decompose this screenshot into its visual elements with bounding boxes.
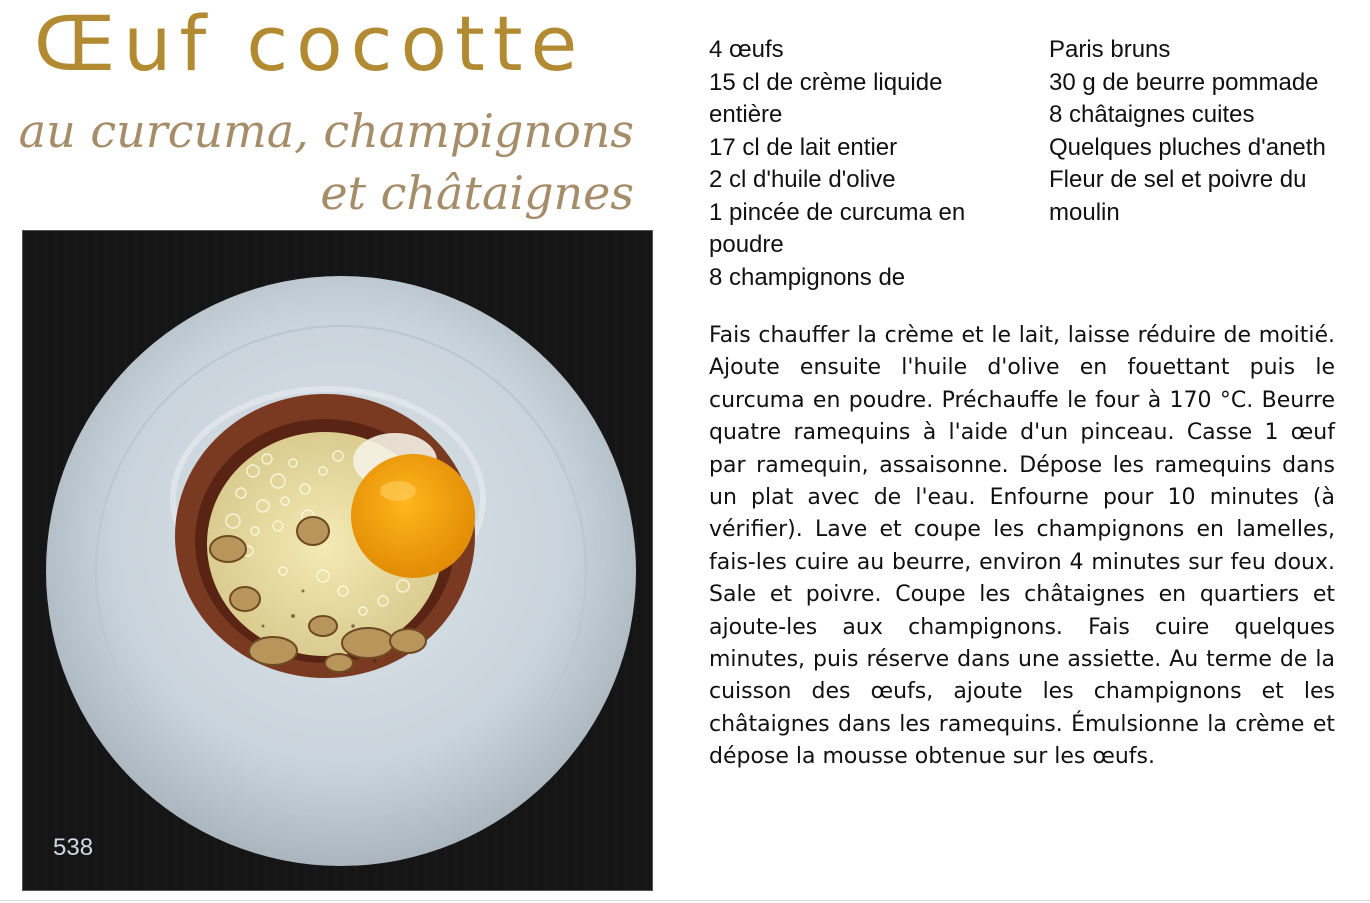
dish-photo (22, 230, 653, 891)
ingredient-item: 17 cl de lait entier (709, 133, 898, 161)
ingredient-item: 8 champignons de (709, 263, 906, 291)
ingredients-column-1 (709, 34, 999, 294)
ingredient-item: 15 cl de crème liquide entière (709, 68, 943, 128)
recipe-subtitle (19, 100, 634, 224)
recipe-title: Œuf cocotte (34, 0, 586, 88)
ingredient-item: 4 œufs (709, 36, 784, 63)
oeuf-cocotte-illustration (23, 231, 652, 890)
ingredient-item: Quelques pluches d'aneth (1049, 133, 1326, 161)
ingredient-item: 8 châtaignes cuites (1049, 101, 1255, 128)
subtitle-line-1: au curcuma, champignons (18, 104, 634, 158)
subtitle-line-2: et châtaignes (320, 166, 634, 220)
ingredient-item: Fleur de sel et poivre du moulin (1049, 166, 1307, 226)
egg-yolk (351, 454, 475, 578)
ingredient-item: 2 cl d'huile d'olive (709, 166, 896, 193)
recipe-instructions: Fais chauffer la crème et le lait, laisse réduire de moitié. Ajoute ensuite l'huile d'olive en fouettant puis le curcuma en poudre. Préchauffe le four à 170 °C. Beurre quatre ramequins à l'aide d'un pinceau. Casse 1 œuf par ramequin, assaisonne. Dépose les ramequins dans un plat avec de l'eau. Enfourne pour 10 minutes (à vérifier). Lave et coupe les champignons en lamelles, fais-les cuire au beurre, environ 4 minutes sur feu doux. Sale et poivre. Coupe les châtaignes en quartiers et ajoute-les aux champignons. Fais cuire quelques minutes, puis réserve dans une assiette. Au terme de la cuisson des œufs, ajoute les champignons et les châtaignes dans les ramequins. Émulsionne la crème et dépose la mousse obtenue sur les œufs. (709, 323, 1335, 770)
bottom-divider (0, 900, 1370, 901)
ingredient-item: 1 pincée de curcuma en poudre (709, 198, 966, 258)
ingredient-item: Paris bruns (1049, 36, 1171, 63)
page-number: 538 (53, 834, 94, 861)
ingredients-column-2 (1049, 34, 1339, 294)
ingredients-list (709, 34, 1349, 294)
ingredient-item: 30 g de beurre pommade (1049, 68, 1319, 96)
